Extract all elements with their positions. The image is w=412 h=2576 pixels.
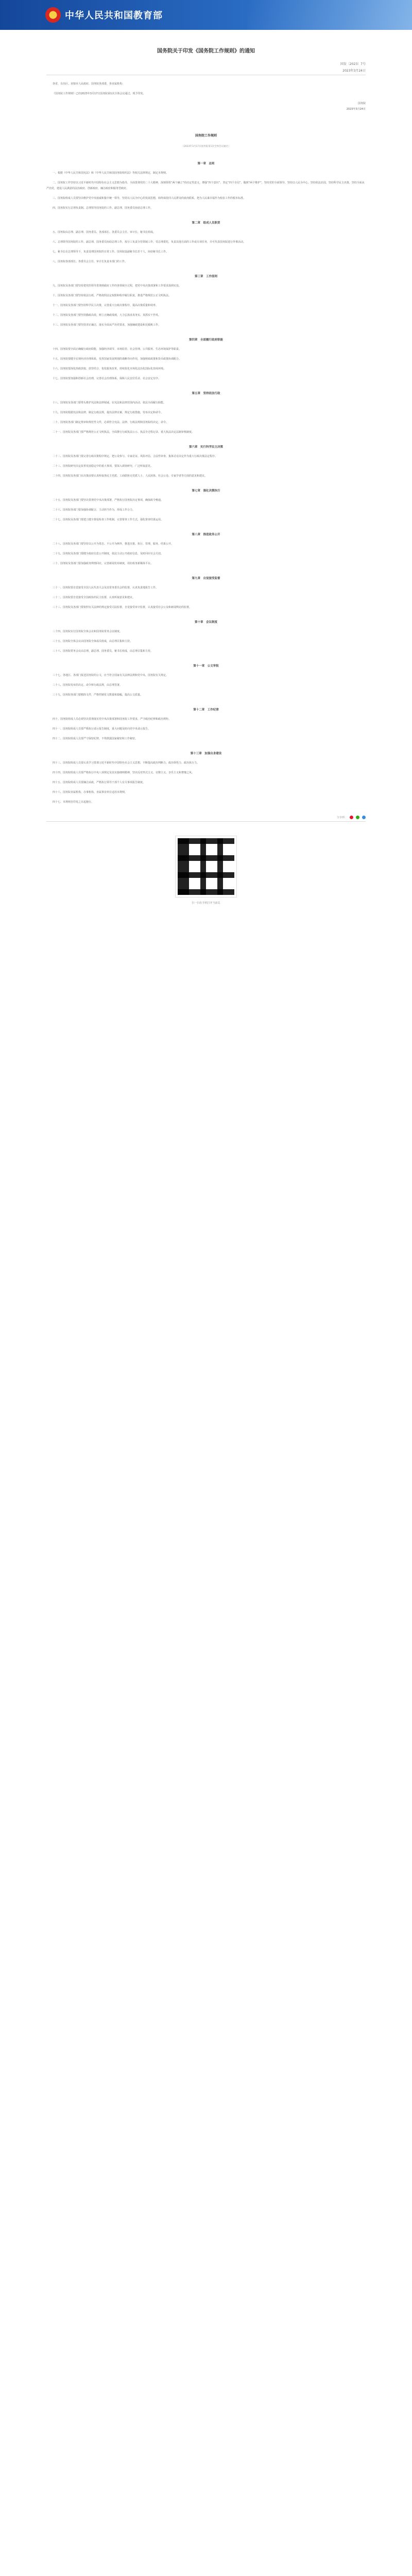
rule-paragraph: 三十九、国务院各部门要精简文件，严格控制发文数量和篇幅，提高公文质量。: [53, 693, 143, 697]
rule-paragraph: 四十、国务院组成人员必须坚决贯彻落实党中央决策部署和国务院工作要求，严守政治纪律和政治规矩。: [53, 718, 171, 721]
rule-paragraph: 三十三、国务院及各部门要依照有关法律的规定接受司法监督，自觉接受审计监督，认真接受社会公众和新闻舆论的监督。: [53, 606, 192, 609]
signer: 国务院: [357, 102, 366, 105]
rule-paragraph: 二十五、国务院及各部门要坚决贯彻党中央决策部署，严格执行国务院决定事项，确保政令畅通。: [53, 499, 164, 502]
rule-paragraph: 七、秘书长在总理领导下，负责处理国务院的日常工作。国务院设副秘书长若干人，协助秘书长工作。: [53, 250, 169, 253]
rule-paragraph: 二十九、国务院及各部门要健全政府信息公开制度，依法主动公开政府信息，及时回应社会关切。: [53, 552, 164, 555]
rule-paragraph: 三十二、国务院要自觉接受全国政协的民主监督，认真听取意见和建议。: [53, 596, 135, 599]
chapter-heading: 第六章 实行科学民主决策: [188, 446, 223, 449]
divider: [46, 821, 366, 822]
rule-paragraph: 三十四、国务院实行国务院全体会议和国务院常务会议制度。: [53, 630, 123, 633]
rule-paragraph: 二十二、国务院及各部门要完善行政决策程序规定，把公众参与、专家论证、风险评估、合法性审查、集体讨论决定作为重大行政决策法定程序。: [53, 455, 218, 458]
chapter-heading: 第二章 组成人员职责: [192, 222, 220, 225]
rule-paragraph: 三十八、国务院发布的决定、命令和行政法规，由总理签署。: [53, 684, 123, 687]
rule-paragraph: 三十七、各地区、各部门报送国务院的公文，应当符合国家有关法律法规和党中央、国务院有关规定。: [53, 674, 169, 677]
chapter-heading: 第八章 推进政务公开: [192, 533, 220, 536]
rule-paragraph: 十三、国务院及各部门要坚持清正廉洁，落实全面从严治党要求，加强廉政建设和反腐败工作。: [53, 324, 161, 327]
rule-paragraph: 十九、国务院根据宪法和法律，制定行政法规，提出法律议案，规定行政措施，发布决定和命令。: [53, 411, 164, 414]
rule-paragraph: 十五、国务院要健全宏观经济治理体系，发挥国家发展规划的战略导向作用，加强财政政策和货币政策协调配合。: [53, 358, 182, 361]
sign-date: 2023年3月24日: [346, 108, 366, 111]
rule-paragraph: 三、国务院组成人员要坚决维护党中央权威和集中统一领导，坚持以人民为中心的发展思想，始终保持同人民群众的血肉联系，把为人民谋幸福作为检验工作的根本标准。: [53, 197, 246, 200]
share-label: 分享到：: [336, 816, 347, 819]
intro-paragraph: 《国务院工作规则》已经2023年3月17日国务院第1次全体会议通过，现予印发。: [53, 92, 146, 95]
rule-paragraph: 八、国务院各部部长、各委员会主任、审计长负责本部门的工作。: [53, 260, 128, 263]
chapter-heading: 第三章 工作原则: [194, 275, 217, 278]
site-name[interactable]: 中华人民共和国教育部: [65, 10, 163, 21]
rule-paragraph: 一、根据《中华人民共和国宪法》和《中华人民共和国国务院组织法》等相关法律规定，制定本规则。: [53, 172, 169, 175]
weibo-icon[interactable]: [350, 816, 353, 819]
rule-paragraph: 十六、国务院要深化简政放权、放管结合、优化服务改革，持续优化市场化法治化国际化营商环境。: [53, 367, 166, 370]
wechat-icon[interactable]: [356, 816, 359, 819]
rule-paragraph: 二十七、国务院及各部门要建立健全督促检查工作机制，完善督查工作方式，强化督查结果运用。: [53, 518, 164, 521]
rule-paragraph: 二十八、国务院及各部门要坚持以公开为常态、不公开为例外，推进决策、执行、管理、服务、结果公开。: [53, 543, 174, 546]
chapter-heading: 第七章 强化决策执行: [192, 489, 220, 493]
rule-paragraph: 四十六、国务院直属机构、办事机构、直属事业单位适用本规则。: [53, 791, 128, 794]
chapter-heading: 第十章 会议制度: [194, 621, 217, 624]
rules-body: [46, 161, 366, 805]
site-header: [0, 0, 412, 30]
recipients: 各省、自治区、直辖市人民政府，国务院各部委、各直属机构：: [53, 82, 125, 86]
rule-paragraph: 九、国务院及各部门要坚持把党的领导贯彻到政府工作的各领域全过程，把党中央决策部署和工作要求落到实处。: [53, 284, 182, 287]
qr-section: [46, 836, 366, 905]
rule-paragraph: 十、国务院及各部门要坚持依法行政，严格按照法定权限和程序履行职责，推进严格规范公正文明执法。: [53, 294, 171, 297]
rule-paragraph: 五、国务院由总理、副总理、国务委员、各部部长、各委员会主任、审计长、秘书长组成。: [53, 231, 156, 234]
qr-caption: 扫一扫在手机打开当前页: [192, 902, 220, 905]
rule-paragraph: 二十三、国务院研究决定改革发展稳定中的重大事项，要深入调查研究，广泛听取意见。: [53, 465, 153, 468]
header-decoration: [247, 0, 412, 30]
rule-paragraph: 二、国务院工作坚持以习近平新时代中国特色社会主义思想为指导，全面贯彻党的二十大精神，深刻领悟“两个确立”的决定性意义，增强“四个意识”、坚定“四个自信”、做到“两个维护”，坚持党的全面领导，坚持以人民为中心，坚持依法治国，坚持科学民主决策，坚持全面从严治党，建设人民满意的法治政府、创新政府、廉洁政府和服务型政府。: [46, 181, 365, 190]
chapter-heading: 第十一章 公文审批: [193, 665, 219, 668]
chapter-heading: 第一章 总则: [197, 162, 215, 165]
qzone-icon[interactable]: [362, 816, 366, 819]
rule-paragraph: 二十、国务院各部门制定规章和规范性文件，必须符合宪法、法律、行政法规和国务院的决定、命令。: [53, 421, 169, 424]
rule-paragraph: 三十一、国务院要自觉接受全国人民代表大会及其常务委员会的监督，认真负责地报告工作。: [53, 586, 159, 589]
rule-paragraph: 十八、国务院及各部门要带头维护宪法和法律权威，在宪法和法律范围内活动，依法全面履行职能。: [53, 401, 166, 404]
rule-paragraph: 十二、国务院及各部门要坚持勤政高效，树立正确政绩观，大力弘扬求真务实、真抓实干作风。: [53, 314, 161, 317]
rule-paragraph: 二十六、国务院各部门要加强协调配合，主动担当作为，形成工作合力。: [53, 509, 135, 512]
rule-paragraph: 四十七、本规则自印发之日起施行。: [53, 801, 94, 804]
rule-paragraph: 二十四、国务院及各部门在决策前要认真听取各民主党派、工商联和无党派人士、人民团体、社会公众、专家学者等方面的意见和建议。: [53, 474, 208, 478]
article-container: [46, 30, 366, 905]
rule-paragraph: 十七、国务院要加强和创新社会治理，完善社会治理体系，保障人民安居乐业、社会安定有序。: [53, 377, 161, 380]
share-bar: [46, 816, 366, 819]
rule-paragraph: 四十三、国务院组成人员要认真学习贯彻习近平新时代中国特色社会主义思想，不断提高政治判断力、政治领悟力、政治执行力。: [53, 761, 200, 765]
rule-paragraph: 十四、国务院要全面正确履行政府职能，加强经济调节、市场监管、社会管理、公共服务、生态环境保护等职责。: [53, 348, 182, 351]
rule-paragraph: 二十一、国务院及各部门要严格规范公正文明执法，全面推行行政执法公示、执法全过程记录、重大执法决定法制审核制度。: [53, 431, 195, 434]
chapter-heading: 第十三章 加强自身建设: [190, 752, 222, 755]
rule-paragraph: 四、国务院实行总理负责制。总理领导国务院的工作。副总理、国务委员协助总理工作。: [53, 207, 153, 210]
rule-paragraph: 三十、国务院及各部门要加强政务舆情回应，完善新闻发布制度，用好政务新媒体平台。: [53, 562, 153, 565]
rule-paragraph: 三十六、国务院常务会议由总理、副总理、国务委员、秘书长组成，由总理召集和主持。: [53, 650, 153, 653]
national-emblem-icon: [45, 7, 61, 23]
rules-subtitle: （2023年3月17日国务院第1次全体会议通过）: [181, 145, 231, 148]
article-title: 国务院关于印发《国务院工作规则》的通知: [157, 48, 255, 54]
chapter-heading: 第五章 坚持依法行政: [192, 392, 220, 395]
chapter-heading: 第十二章 工作纪律: [193, 708, 219, 711]
rule-paragraph: 四十五、国务院组成人员要廉洁从政，严格执行领导干部个人有关事项报告制度。: [53, 781, 146, 784]
chapter-heading: 第四章 全面履行政府职能: [188, 338, 223, 342]
chapter-heading: 第九章 自觉接受监督: [192, 577, 220, 580]
rule-paragraph: 四十一、国务院组成人员要严格执行请示报告制度，重大问题及时向党中央请示报告。: [53, 727, 151, 731]
rule-paragraph: 六、总理领导国务院的工作。副总理、国务委员协助总理工作，按分工负责分管领域工作，受总理委托，负责其他方面的工作或专项任务，并可代表国务院进行外事活动。: [53, 241, 246, 244]
qr-code: [176, 836, 236, 897]
document-date: 2023年3月24日: [342, 69, 366, 73]
rules-title: 国务院工作规则: [195, 134, 217, 138]
rule-paragraph: 四十二、国务院组成人员要严守保密纪律，不得泄露国家秘密和工作秘密。: [53, 737, 138, 740]
rule-paragraph: 四十四、国务院组成人员要严格执行中央八项规定及其实施细则精神，坚决反对形式主义、官僚主义、享乐主义和奢靡之风。: [53, 771, 195, 774]
document-number: 国发〔2023〕7号: [340, 62, 366, 66]
rule-paragraph: 十一、国务院及各部门要坚持科学民主决策，完善重大行政决策程序，提高决策质量和效率。: [53, 304, 159, 307]
rule-paragraph: 三十五、国务院全体会议由国务院全体成员组成，由总理召集和主持。: [53, 640, 133, 643]
